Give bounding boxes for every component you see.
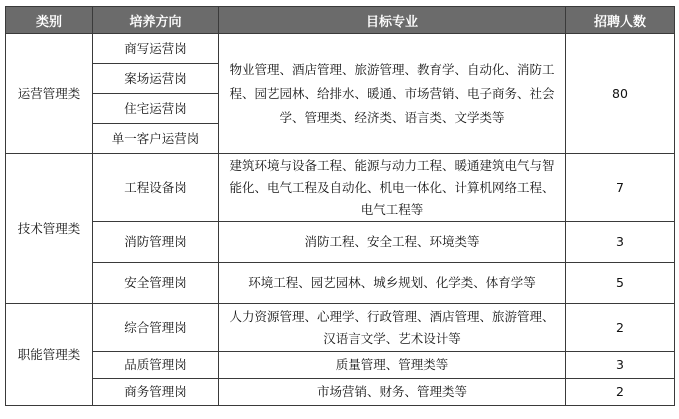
table-row — [6, 304, 675, 352]
header-majors: 目标专业 — [219, 7, 566, 34]
count-cell: 3 — [566, 352, 675, 379]
header-row — [6, 7, 675, 34]
count-cell: 3 — [566, 222, 675, 263]
header-count: 招聘人数 — [566, 7, 675, 34]
count-cell: 7 — [566, 154, 675, 222]
table-row — [6, 222, 675, 263]
count-cell: 2 — [566, 379, 675, 406]
count-cell: 5 — [566, 263, 675, 304]
majors-cell: 人力资源管理、心理学、行政管理、酒店管理、旅游管理、汉语言文学、艺术设计等 — [219, 304, 566, 352]
count-cell: 80 — [566, 34, 675, 154]
table-row — [6, 263, 675, 304]
direction-cell: 住宅运营岗 — [93, 94, 219, 124]
majors-cell: 市场营销、财务、管理类等 — [219, 379, 566, 406]
direction-cell: 案场运营岗 — [93, 64, 219, 94]
direction-cell: 综合管理岗 — [93, 304, 219, 352]
majors-cell: 建筑环境与设备工程、能源与动力工程、暖通建筑电气与智能化、电气工程及自动化、机电一体化、计算机网络工程、电气工程等 — [219, 154, 566, 222]
direction-cell: 单一客户运营岗 — [93, 124, 219, 154]
table-row — [6, 34, 675, 64]
header-direction: 培养方向 — [93, 7, 219, 34]
direction-cell: 品质管理岗 — [93, 352, 219, 379]
majors-cell: 物业管理、酒店管理、旅游管理、教育学、自动化、消防工程、园艺园林、给排水、暖通、市场营销、电子商务、社会学、管理类、经济类、语言类、文学类等 — [219, 34, 566, 154]
recruitment-table — [5, 6, 675, 406]
direction-cell: 安全管理岗 — [93, 263, 219, 304]
header-category: 类别 — [6, 7, 93, 34]
majors-cell: 质量管理、管理类等 — [219, 352, 566, 379]
direction-cell: 工程设备岗 — [93, 154, 219, 222]
category-cell: 职能管理类 — [6, 304, 93, 406]
majors-cell: 环境工程、园艺园林、城乡规划、化学类、体育学等 — [219, 263, 566, 304]
direction-cell: 商写运营岗 — [93, 34, 219, 64]
category-cell: 运营管理类 — [6, 34, 93, 154]
table-row — [6, 352, 675, 379]
category-cell: 技术管理类 — [6, 154, 93, 304]
majors-cell: 消防工程、安全工程、环境类等 — [219, 222, 566, 263]
direction-cell: 消防管理岗 — [93, 222, 219, 263]
table-row — [6, 379, 675, 406]
direction-cell: 商务管理岗 — [93, 379, 219, 406]
count-cell: 2 — [566, 304, 675, 352]
table-row — [6, 154, 675, 222]
